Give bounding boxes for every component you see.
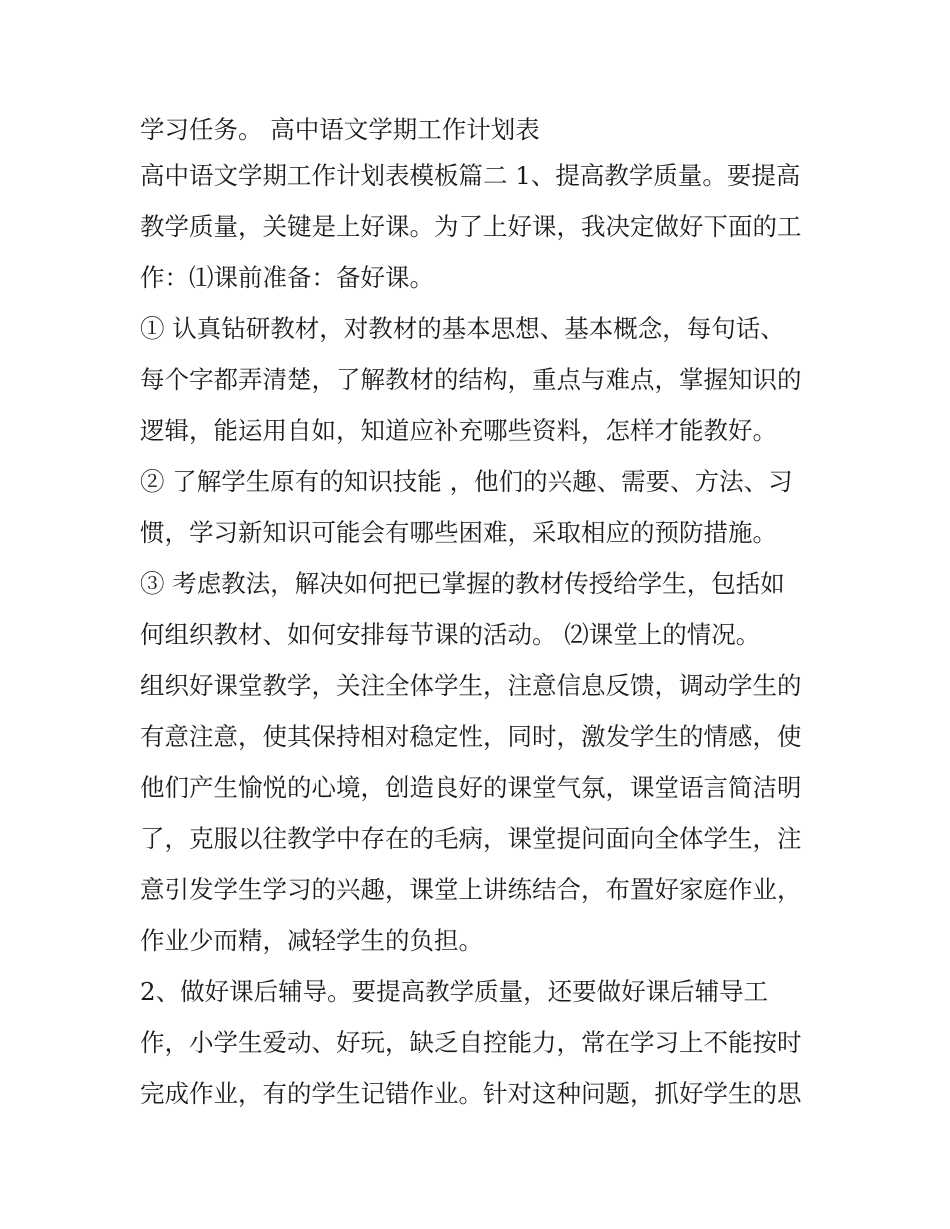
text-line: 作，小学生爱动、好玩，缺乏自控能力，常在学习上不能按时 <box>140 1028 802 1057</box>
text-line: 他们产生愉悦的心境，创造良好的课堂气氛，课堂语言简洁明 <box>140 773 802 802</box>
text-line: 每个字都弄清楚，了解教材的结构，重点与难点，掌握知识的 <box>140 365 802 394</box>
text-line: ① 认真钻研教材，对教材的基本思想、基本概念，每句话、 <box>140 314 785 343</box>
text-line: 学习任务。 高中语文学期工作计划表 <box>140 115 540 144</box>
body-text <box>140 107 840 1122</box>
text-line: ② 了解学生原有的知识技能 ，他们的兴趣、需要、方法、习 <box>140 467 793 496</box>
text-line: 高中语文学期工作计划表模板篇二 1、提高教学质量。要提高 <box>140 161 801 190</box>
text-line: 意引发学生学习的兴趣，课堂上讲练结合，布置好家庭作业， <box>140 875 802 904</box>
text-line: 完成作业，有的学生记错作业。针对这种问题，抓好学生的思 <box>140 1079 802 1108</box>
text-line: 惯，学习新知识可能会有哪些困难，采取相应的预防措施。 <box>140 518 777 547</box>
text-line: ③ 考虑教法，解决如何把已掌握的教材传授给学生，包括如 <box>140 569 785 598</box>
text-line: 逻辑，能运用自如，知道应补充哪些资料，怎样才能教好。 <box>140 416 777 445</box>
text-line: 有意注意，使其保持相对稳定性，同时，激发学生的情感，使 <box>140 722 802 751</box>
text-line: 教学质量，关键是上好课。为了上好课，我决定做好下面的工 <box>140 212 802 241</box>
text-line: 何组织教材、如何安排每节课的活动。 ⑵课堂上的情况。 <box>140 620 761 649</box>
text-line: 作业少而精，减轻学生的负担。 <box>140 926 483 955</box>
text-line: 作：⑴课前准备：备好课。 <box>140 263 434 292</box>
text-line: 了，克服以往教学中存在的毛病，课堂提问面向全体学生，注 <box>140 824 802 853</box>
text-line: 2、做好课后辅导。要提高教学质量，还要做好课后辅导工 <box>140 977 769 1006</box>
text-line: 组织好课堂教学，关注全体学生，注意信息反馈，调动学生的 <box>140 671 802 700</box>
